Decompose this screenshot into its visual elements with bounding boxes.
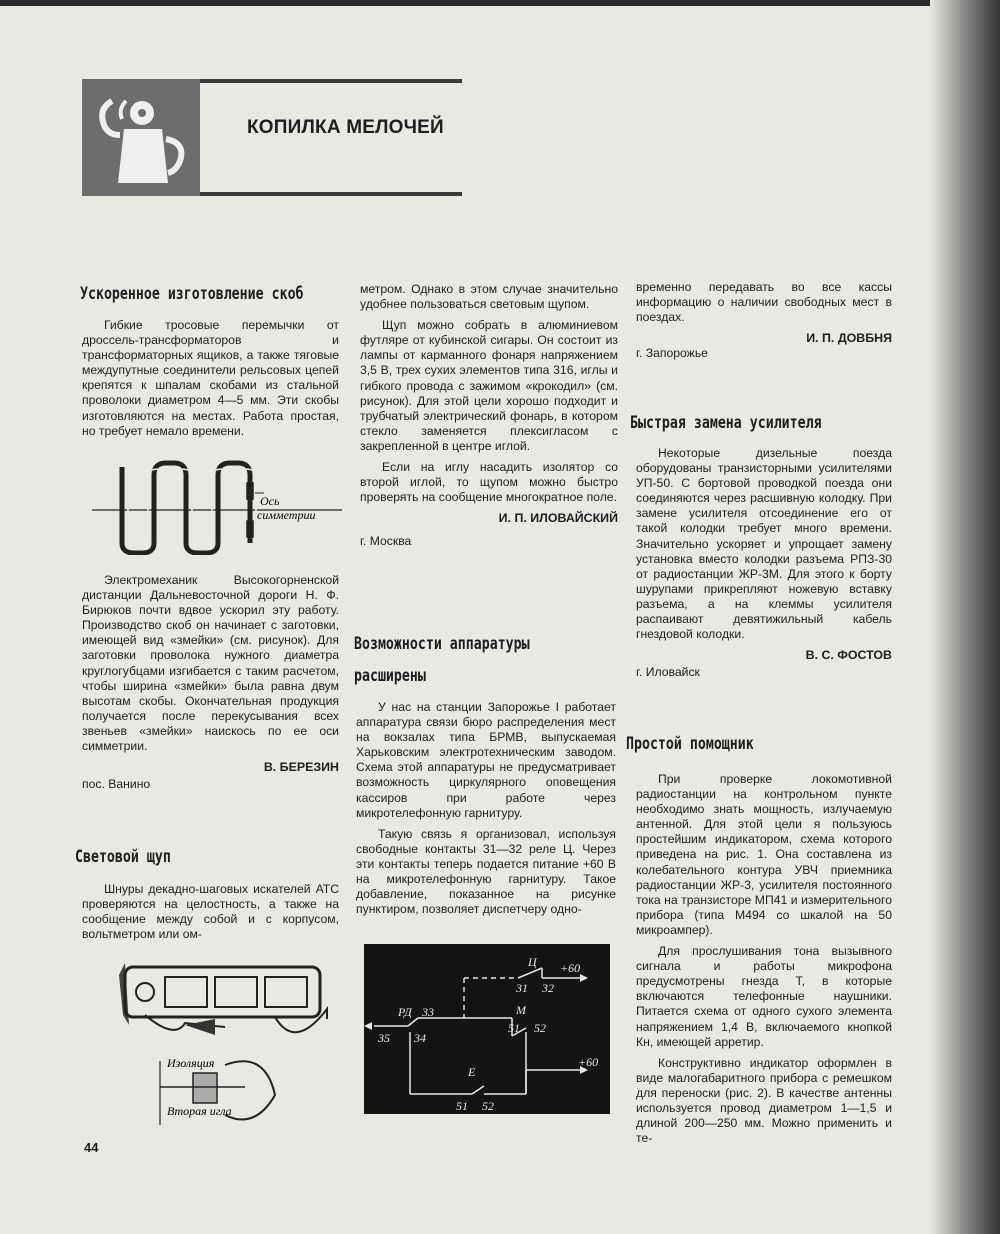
place: пос. Ванино (82, 777, 151, 792)
place: г. Москва (360, 534, 412, 549)
relay-m-label: М (516, 1003, 526, 1017)
paragraph: Щуп можно собрать в алюминиевом футляре от кубинской сигары. Он состоит из лампы от карманного фонаря напряжением 3,5 В, трех сухих элементов типа 316, иглы и гибкого провода с зажимом «крокодил» (см. рисунок). Для этой цели хорошо подходит и трубчатый электрический фонарь, в котором стекло заменяется плексигласом с закрепленной в центре иглой. (360, 318, 618, 453)
article-heading: Простой помощник (626, 734, 754, 754)
needle-label: Вторая игла (167, 1104, 232, 1118)
header-rule-top (200, 79, 462, 83)
paragraph: Такую связь я организовал, используя свободные контакты 31—32 реле Ц. Через эти контакты теперь подается питание +60 В на микротелефонную гарнитуру. Такое добавление, показанное на рисунке пунктиром, позволяет диспетчеру одно- (356, 826, 616, 917)
contact-31-label: 31 (516, 981, 528, 995)
page-number: 44 (84, 1140, 99, 1155)
paragraph: Некоторые дизельные поезда оборудованы транзисторными усилителями УП-50. С бортовой проводкой поезда они соединяются через расшивную колодку. При замене усилителя отсоединение его от такой колодки требует много времени. Значительно ускоряет и упрощает замену установка вместо колодки разъема РПЗ-30 от радиостанции ЖР-3М. Для этого к борту шурупами прикрепляют ножевую вставку разъема, а на клеммы усилителя распаивают девятижильный кабель гнездовой колодки. (636, 446, 892, 642)
header-rule-bottom (200, 192, 462, 196)
article-heading: Световой щуп (75, 847, 171, 867)
plus60-top-label: +60 (560, 961, 581, 975)
paragraph: метром. Однако в этом случае значительно удобнее пользоваться световым щупом. (360, 282, 618, 312)
contact-e52-label: 52 (482, 1099, 494, 1113)
author: В. БЕРЕЗИН (263, 760, 339, 775)
relay-e-label: Е (468, 1065, 476, 1079)
section-title: КОПИЛКА МЕЛОЧЕЙ (247, 117, 444, 138)
symmetry-label: симметрии (257, 508, 316, 522)
contact-34-label: 34 (414, 1031, 426, 1045)
contact-51-label: 51 (508, 1021, 520, 1035)
article-heading: Ускоренное изготовление скоб (80, 284, 304, 304)
paragraph: Шнуры декадно-шаговых искателей АТС проверяются на целостность, а также на сообщение между собой и с корпусом, вольтметром или ом- (82, 882, 339, 942)
paragraph: У нас на станции Запорожье I работает аппаратура связи бюро распределения мест на вокзалах типа БРМВ, выпускаемая Харьковским электротехническим заводом. Схема этой аппаратуры не предусматривает возможность циркулярного оповещения кассиров при работе через микротелефонную гарнитуру. (356, 700, 616, 820)
insulation-label: Изоляция (167, 1056, 215, 1070)
paragraph: При проверке локомотивной радиостанции на контрольном пункте необходимо знать мощность, излучаемую антенной. Для этой цели я пользуюсь простейшим индикатором, схема которого приведена на рис. 1. Она составлена из колебательного контура УВЧ приемника радиостанции ЖР-3, усилителя постоянного тока на транзисторе МП41 и измерительного прибора (типа М494 со шкалой на 50 микроампер). (636, 772, 892, 937)
plus60-right-label: +60 (578, 1055, 599, 1069)
author: И. П. ДОВБНЯ (806, 331, 892, 346)
column-1-bottom (82, 882, 339, 942)
paragraph: Для прослушивания тона вызывного сигнала и работы микрофона предусмотрены гнезда Т, в которые включаются телефонные наушники. Питается схема от одного сухого элемента напряжением 1,4 В, включаемого кнопкой Кн, имеющей арретир. (636, 944, 892, 1049)
author: В. С. ФОСТОВ (805, 648, 892, 663)
column-1-mid (82, 573, 339, 792)
paragraph: Конструктивно индикатор оформлен в виде малогабаритного прибора с ремешком для переноски (рис. 2). В качестве антенны используется провод диаметром 1—1,5 и длиной 200—250 мм. Можно применить и те- (636, 1055, 892, 1146)
circuit-schematic (364, 944, 610, 1114)
place: г. Иловайск (636, 665, 700, 680)
article-heading: расширены (354, 666, 426, 686)
relay-rd-label: РД (398, 1005, 412, 1019)
column-1-top (82, 318, 339, 439)
contact-52-label: 52 (534, 1021, 546, 1035)
column-3-bottom (636, 772, 892, 1146)
article-heading: Возможности аппаратуры (354, 634, 530, 654)
article-heading: Быстрая замена усилителя (630, 413, 822, 433)
snake-wire-figure (92, 455, 342, 555)
page-gutter-shadow (930, 0, 1000, 1234)
node-35-label: 35 (378, 1031, 390, 1045)
light-probe-figure (105, 955, 335, 1135)
contact-32-label: 32 (542, 981, 554, 995)
column-2-top (360, 282, 618, 550)
column-3-mid (636, 446, 892, 680)
top-rule (0, 0, 930, 6)
author: И. П. ИЛОВАЙСКИЙ (498, 511, 618, 526)
column-3-top (636, 280, 892, 361)
contact-33-label: 33 (422, 1005, 434, 1019)
contact-e51-label: 51 (456, 1099, 468, 1113)
section-logo (82, 79, 200, 196)
paragraph: Если на иглу насадить изолятор со второй иглой, то щупом можно быстро проверять на сообщение многократное поле. (360, 460, 618, 505)
column-2-mid (356, 700, 616, 917)
paragraph: Электромеханик Высокогорненской дистанции Дальневосточной дороги Н. Ф. Бирюков почти вдвое ускорил эту работу. Производство скоб он начинает с заготовки, имеющей вид «змейки» (см. рисунок). Для заготовки проволока нужного диаметра круглогубцами изгибается с таким расчетом, чтобы ширина «змейки» была равна двум высотам скобы. Окончательная продукция получается после перекусывания всех звеньев «змейки» наискось по ее оси симметрии. (82, 573, 339, 754)
relay-c-label: Ц (528, 955, 537, 969)
kettle-icon (82, 79, 200, 196)
paragraph: временно передавать во все кассы информацию о наличии свободных мест в поездах. (636, 280, 892, 325)
axis-label: Ось (260, 494, 280, 508)
place: г. Запорожье (636, 346, 708, 361)
paragraph: Гибкие тросовые перемычки от дроссель-трансформаторов и трансформаторных ящиков, а также тяговые междупутные соединители рельсовых цепей крепятся к шпалам скобами из стальной проволоки диаметром 4—5 мм. Эти скобы изготовляются на местах. Работа простая, но требует немало времени. (82, 318, 339, 438)
